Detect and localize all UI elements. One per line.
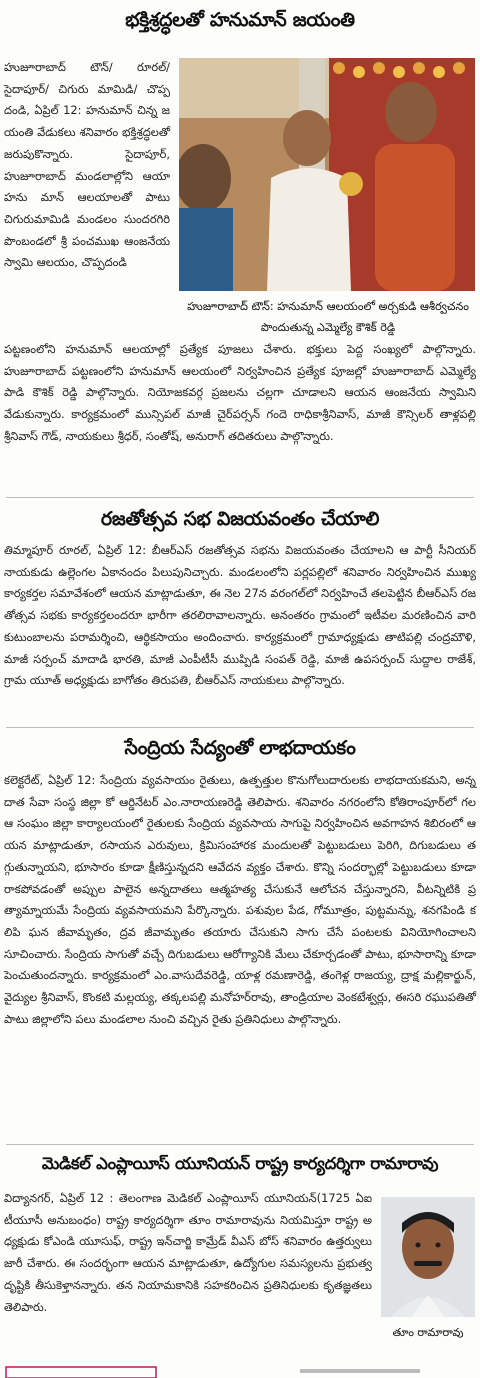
- article-body-silver-jubilee: తిమ్మాపూర్ రూరల్, ఏప్రిల్ 12: బీఆర్ఎస్ రజతోత్సవ సభను విజయవంతం చేయాలని ఆ పార్టీ సీనియర్ నాయకుడు ఉల్లెంగల ఏకానందం పిలుపునిచ్చారు. మండలంలోని పర్లపల్లిలో శనివారం నిర్వహించిన ముఖ్య కార్యకర్తల సమావేశంలో ఆయన మాట్లాడుతూ, ఈ నెల 27న వరంగల్‌లో నిర్వహించే తలపెట్టిన బీఆర్ఎస్ రజతోత్సవ సభకు కార్యకర్తలందరూ భారీగా తరలిరావాలన్నారు. అనంతరం గ్రామంలో ఇటీవల మరణించిన వారి కుటుంబాలను పరామర్శించి, ఆర్థికసాయం అందించారు. కార్యక్రమంలో గ్రామాధ్యక్షుడు తాటిపల్లి చంద్రమౌళి, మాజీ సర్పంచ్ మాదాడి భారతి, మాజీ ఎంపీటీసీ ముప్పిడి సంపత్ రెడ్డి, మాజీ ఉపసర్పంచ్ సుద్దాల రాజేశ్, గ్రామ యూత్ అధ్యక్షుడు బాగోతం తిరుపతి, బీఆర్ఎస్ నాయకులు పాల్గొన్నారు.: [4, 543, 476, 688]
- article-body-continued: పట్టణంలోని హనుమాన్ ఆలయాల్లో ప్రత్యేక పూజలు చేశారు. భక్తులు పెద్ద సంఖ్యలో పాల్గొన్నారు. హుజూరాబాద్ పట్టణంలోని హనుమాన్ ఆలయంలో నిర్వహించిన ప్రత్యేక పూజల్లో హుజూరాబాద్ ఎమ్మెల్యే పాడి కౌశిక్ రెడ్డి పాల్గొన్నారు. నియోజకవర్గ ప్రజలను చల్లగా చూడాలని ఆయన ఆంజనేయ స్వామిని వేడుకున్నారు. కార్యక్రమంలో మున్సిపల్ మాజీ చైర్‌పర్సన్ గందె రాధికాశ్రీనివాస్, మాజీ కౌన్సిలర్ తాళ్లపల్లి శ్రీనివాస్ గౌడ్, నాయకులు శ్రీధర్, సంతోష్, అనురాగ్ తదితరులు పాల్గొన్నారు.: [4, 342, 476, 443]
- headline-hanuman-jayanti: భక్తిశ్రద్ధలతో హనుమాన్ జయంతి: [125, 9, 355, 31]
- portrait-photo-graphic: [381, 1197, 475, 1317]
- portrait-caption: తూం రామారావు: [392, 1326, 464, 1339]
- portrait-photo: [381, 1197, 475, 1317]
- temple-blessing-photo: [179, 58, 475, 291]
- headline-organic-farming: సేంద్రియ సేద్యంతో లాభదాయకం: [124, 737, 356, 759]
- article-body-intro: హుజూరాబాద్ టౌన్/ రూరల్/ సైదాపూర్/ చిగురు మామిడి/ చొప్పదండి, ఏప్రిల్ 12: హనుమాన్ చిన్న జయంతి వేడుకలు శనివారం భక్తిశ్రద్ధలతో జరుపుకొన్నారు. సైదాపూర్, హుజూరాబాద్ మండలాల్లోని ఆయా హను మాన్ ఆలయాలతో పాటు చిగురుమామిడి మండలం సుందరగిరి పొంబండలో శ్రీ పంచముఖ ఆంజనేయ స్వామి ఆలయం, చొప్పదండి: [4, 60, 170, 270]
- headline-silver-jubilee: రజతోత్సవ సభ విజయవంతం చేయాలి: [100, 508, 380, 530]
- article-body-organic-farming: కలెక్టరేట్, ఏప్రిల్ 12: సేంద్రియ వ్యవసాయం రైతులు, ఉత్పత్తుల కొనుగోలుదారులకు లాభదాయకమని, అన్నదాత సేవా సంస్థ జిల్లా కో ఆర్డినేటర్ ఎం.నారాయణరెడ్డి తెలిపారు. శనివారం నగరంలోని కోతిరాంపూర్‌లో గల ఆ సంఘం జిల్లా కార్యాలయంలో రైతులకు సేంద్రియ వ్యవసాయ సాగుపై నిర్వహించిన అవగాహన శిబిరంలో ఆయన మాట్లాడుతూ, రసాయన ఎరువులు, క్రిమిసంహారక మందులతో పెట్టుబడులు పెరిగి, దిగుబడులు తగ్గుతున్నాయని, భూసారం కూడా క్షీణిస్తున్నదని ఆవేదన వ్యక్తం చేశారు. కొన్ని సందర్భాల్లో పెట్టుబడులు కూడా రాకపోవడంతో అప్పుల పాలైన అన్నదాతలు ఆత్మహత్య చేసుకునే ఆలోచన చేస్తున్నారని, వీటన్నిటికి ప్రత్యామ్నాయమే సేంద్రియ వ్యవసాయమని పేర్కొన్నారు. పశువుల పేడ, గోమూత్రం, పుట్టమన్ను, శనగపిండి కలిపి ఘన జీవామృతం, ద్రవ జీవామృతం తయారు చేసుకుని సాగు చేసే పంటలకు వినియోగించాలని సూచించారు. సేంద్రియ సాగుతో వచ్చే దిగుబడులు ఆరోగ్యానికి మేలు చేకూర్చడంతో పాటు, భూసారాన్ని కూడా పెంచుతుందన్నారు. కార్యక్రమంలో ఎం.వాసుదేవరెడ్డి, యాళ్ల రమణారెడ్డి, తంగెళ్ల రాజయ్య, ద్రాక్ష మల్లికార్జున్, వైద్యుల శ్రీనివాస్, కొంకటి మల్లయ్య, తక్కలపల్లి మనోహర్‌రావు, తాండ్రియాల వెంకటేశ్వర్లు, ఈసరి రఘుపతితో పాటు జిల్లాలోని పలు మండలాల నుంచి వచ్చిన రైతు ప్రతినిధులు పాల్గొన్నారు.: [4, 773, 476, 1026]
- cropped-edge-graphic: [0, 1357, 480, 1378]
- next-article-cropped-edge: [0, 1357, 480, 1378]
- headline-medical-union: మెడికల్ ఎంప్లాయీస్ యూనియన్ రాష్ట్ర కార్యదర్శిగా రామారావు: [41, 1154, 439, 1173]
- article-divider: [6, 497, 474, 498]
- article-divider: [6, 727, 474, 728]
- article-divider: [6, 1144, 474, 1145]
- photo-caption: హుజూరాబాద్ టౌన్: హనుమాన్ ఆలయంలో అర్చకుడి ఆశీర్వచనం పొందుతున్న ఎమ్మెల్యే కౌశిక్ రెడ్డి: [187, 300, 469, 334]
- temple-blessing-photo-graphic: [179, 58, 475, 291]
- article-body-medical-union: విద్యానగర్, ఏప్రిల్ 12 : తెలంగాణ మెడికల్ ఎంప్లాయీస్ యూనియన్(1725 ఏఐటీయూసీ అనుబంధం) రాష్ట్ర కార్యదర్శిగా తూం రామారావును నియమిస్తూ రాష్ట్ర అధ్యక్షుడు కోఎండి యూసుఫ్, రాష్ట్ర ఇన్‌చార్జి కామ్రేడ్ వీఎస్ బోస్ శనివారం ఉత్తర్వులు జారీ చేశారు. ఈ సందర్భంగా ఆయన మాట్లాడుతూ, ఉద్యోగుల సమస్యలను ప్రభుత్వ దృష్టికి తీసుకెళ్తానన్నారు. తన నియామకానికి సహకరించిన ప్రతినిధులకు కృతజ్ఞతలు తెలిపారు.: [4, 1191, 372, 1314]
